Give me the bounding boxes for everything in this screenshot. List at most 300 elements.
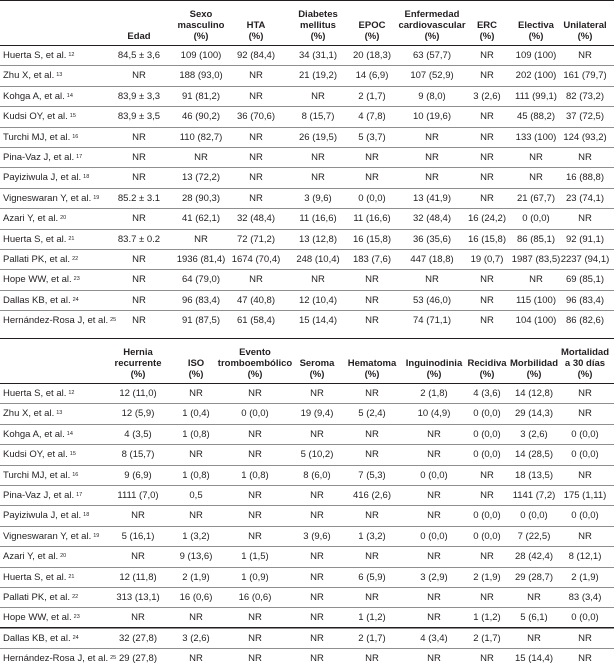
table-cell: 0 (0,0) xyxy=(473,428,501,440)
table-cell: NR xyxy=(311,90,325,102)
table-cell: 4 (3,5) xyxy=(124,428,152,440)
study-author xyxy=(3,213,66,225)
table-row xyxy=(0,209,614,229)
table-cell: 1 (1,5) xyxy=(241,551,269,563)
table-cell: 248 (10,4) xyxy=(296,253,340,265)
table-cell: NR xyxy=(427,489,441,501)
table-cell: 12 (11,8) xyxy=(119,571,157,583)
table-cell: NR xyxy=(480,489,494,501)
table-cell: NR xyxy=(365,315,379,327)
table-cell: 28 (90,3) xyxy=(181,192,221,204)
author-text: Huerta S, et al. xyxy=(3,571,67,583)
table-cell: 37 (72,5) xyxy=(565,111,605,123)
table-cell: 107 (52,9) xyxy=(410,70,454,82)
study-author xyxy=(3,274,80,286)
table-cell: NR xyxy=(311,151,325,163)
table-cell: 1 (0,8) xyxy=(241,469,269,481)
author-text: Payiziwula J, et al. xyxy=(3,510,82,522)
table-cell: NR xyxy=(527,632,541,644)
table-cell: 96 (83,4) xyxy=(181,294,221,306)
table-cell: NR xyxy=(365,274,379,286)
table-row xyxy=(0,384,614,404)
table-cell: NR xyxy=(310,388,324,399)
reference-number: 22 xyxy=(72,593,79,600)
table-cell: NR xyxy=(249,274,263,286)
table-cell: 14 (6,9) xyxy=(355,70,389,82)
reference-number: 16 xyxy=(72,133,79,140)
study-author xyxy=(3,193,99,205)
table-cell: NR xyxy=(132,213,146,225)
study-author xyxy=(3,111,76,123)
column-header-hernia: Hernia recurrente (%) xyxy=(114,347,162,380)
table-body xyxy=(0,384,614,668)
table-cell: 0,5 xyxy=(189,489,203,501)
table-cell: 83,9 ± 3,3 xyxy=(117,90,161,102)
table-cell: 4 (3,4) xyxy=(420,632,448,644)
column-header-erc: ERC (%) xyxy=(476,20,498,42)
table-cell: NR xyxy=(132,294,146,306)
table-cell: 29 (27,8) xyxy=(118,653,158,665)
reference-number: 16 xyxy=(72,471,79,478)
table-cell: 8 (6,0) xyxy=(303,469,331,481)
study-author xyxy=(3,612,80,624)
column-header-epoc: EPOC (%) xyxy=(358,20,386,42)
table-cell: 188 (93,0) xyxy=(179,70,223,82)
table-cell: 5 (6,1) xyxy=(520,612,548,624)
table-cell: 133 (100) xyxy=(515,131,557,143)
study-author xyxy=(3,408,62,420)
reference-number: 19 xyxy=(93,532,100,539)
table-cell: NR xyxy=(311,274,325,286)
table-cell: 13 (41,9) xyxy=(412,192,452,204)
table-cell: 15 (14,4) xyxy=(298,315,338,327)
table-cell: NR xyxy=(310,591,324,603)
table-row xyxy=(0,168,614,188)
table-cell: 0 (0,0) xyxy=(473,408,501,420)
table-cell: 1 (0,9) xyxy=(241,571,269,583)
table-cell: 109 (100) xyxy=(515,50,557,61)
table-cell: 4 (7,8) xyxy=(358,111,386,123)
table-cell: NR xyxy=(310,653,324,665)
table-cell: 1 (0,8) xyxy=(182,428,210,440)
reference-number: 18 xyxy=(83,174,90,181)
table-row xyxy=(0,291,614,311)
reference-number: 14 xyxy=(66,430,73,437)
table-cell: NR xyxy=(248,489,262,501)
table-cell: 85.2 ± 3.1 xyxy=(117,192,161,204)
table-cell: 28 (42,4) xyxy=(514,551,554,563)
table-cell: 16 (0,6) xyxy=(238,591,272,603)
table-cell: NR xyxy=(527,591,541,603)
table-cell: 9 (13,6) xyxy=(179,551,213,563)
table-cell: 32 (48,4) xyxy=(412,213,452,225)
column-header-inguinodinia: Inguinodinia (%) xyxy=(405,358,463,380)
table-cell: NR xyxy=(427,591,441,603)
author-text: Dallas KB, et al. xyxy=(3,294,71,306)
table-cell: 0 (0,0) xyxy=(473,530,501,542)
column-header-morbilidad: Morbilidad (%) xyxy=(509,358,559,380)
reference-number: 24 xyxy=(72,634,79,641)
table-cell: NR xyxy=(310,428,324,440)
table-cell: NR xyxy=(310,551,324,563)
table-cell: 83 (3,4) xyxy=(568,591,602,603)
study-author xyxy=(3,592,78,604)
table-cell: 63 (57,7) xyxy=(412,50,452,61)
table-cell: NR xyxy=(480,111,494,123)
table-cell: 5 (10,2) xyxy=(300,449,334,461)
table-cell: NR xyxy=(249,172,263,184)
table-cell: 5 (3,7) xyxy=(358,131,386,143)
table-cell: NR xyxy=(480,50,494,61)
table-cell: NR xyxy=(427,449,441,461)
table-cell: NR xyxy=(480,653,494,665)
table-cell: NR xyxy=(310,571,324,583)
table-cell: 1 (1,2) xyxy=(473,612,501,624)
author-text: Zhu X, et al. xyxy=(3,70,55,82)
table-cell: 86 (85,1) xyxy=(516,233,556,245)
reference-number: 20 xyxy=(60,215,67,222)
table-cell: NR xyxy=(427,612,441,624)
table-cell: NR xyxy=(310,510,324,522)
table-cell: NR xyxy=(248,612,262,624)
reference-number: 15 xyxy=(69,113,76,120)
table-cell: 313 (13,1) xyxy=(116,591,160,603)
table-cell: 111 (99,1) xyxy=(515,90,557,102)
author-text: Turchi MJ, et al. xyxy=(3,131,71,143)
author-text: Huerta S, et al. xyxy=(3,388,67,399)
table-cell: 16 (15,8) xyxy=(467,233,507,245)
table-cell: 7 (22,5) xyxy=(517,530,551,542)
table-cell: 0 (0,0) xyxy=(571,428,599,440)
table-cell: NR xyxy=(529,151,543,163)
author-text: Pina-Vaz J, et al. xyxy=(3,151,75,163)
reference-number: 19 xyxy=(93,194,100,201)
table-cell: 3 (2,6) xyxy=(182,632,210,644)
table-cell: NR xyxy=(189,510,203,522)
table-cell: 110 (82,7) xyxy=(179,131,223,143)
outcomes-table xyxy=(0,338,614,668)
table-row xyxy=(0,486,614,506)
table-cell: NR xyxy=(578,151,592,163)
table-cell: NR xyxy=(132,131,146,143)
reference-number: 12 xyxy=(68,390,75,396)
reference-number: 25 xyxy=(110,317,117,324)
column-header-electiva: Electiva (%) xyxy=(518,20,554,42)
table-cell: 1 (1,2) xyxy=(358,612,386,624)
table-cell: 45 (88,2) xyxy=(516,111,556,123)
table-cell: NR xyxy=(480,315,494,327)
table-cell: 32 (48,4) xyxy=(236,213,276,225)
table-row xyxy=(0,404,614,424)
table-cell: 15 (14,4) xyxy=(514,653,554,665)
table-cell: 91 (87,5) xyxy=(181,315,221,327)
table-cell: 0 (0,0) xyxy=(241,408,269,420)
author-text: Kohga A, et al. xyxy=(3,90,65,102)
author-text: Pallati PK, et al. xyxy=(3,253,71,265)
table-row xyxy=(0,649,614,668)
table-cell: 5 (2,4) xyxy=(358,408,386,420)
table-cell: 2 (1,9) xyxy=(473,571,501,583)
study-author xyxy=(3,295,79,307)
author-text: Azari Y, et al. xyxy=(3,213,59,225)
table-cell: NR xyxy=(529,274,543,286)
table-cell: 83.7 ± 0.2 xyxy=(117,233,161,245)
table-cell: 84,5 ± 3,6 xyxy=(117,50,161,61)
table-cell: NR xyxy=(131,551,145,563)
table-cell: 26 (19,5) xyxy=(298,131,338,143)
table-cell: NR xyxy=(132,315,146,327)
study-author xyxy=(3,388,75,400)
table-cell: NR xyxy=(310,612,324,624)
table-cell: 183 (7,6) xyxy=(352,253,392,265)
table-cell: 2 (1,8) xyxy=(420,388,448,399)
table-cell: 82 (73,2) xyxy=(565,90,605,102)
table-cell: 91 (81,2) xyxy=(181,90,221,102)
table-row xyxy=(0,629,614,649)
table-cell: 2 (1,7) xyxy=(358,632,386,644)
table-cell: NR xyxy=(480,172,494,184)
author-text: Vigneswaran Y, et al. xyxy=(3,530,92,542)
table-cell: NR xyxy=(311,172,325,184)
column-header-hta: HTA (%) xyxy=(246,20,266,42)
table-row xyxy=(0,46,614,66)
table-row xyxy=(0,148,614,168)
table-cell: NR xyxy=(248,632,262,644)
table-row xyxy=(0,608,614,628)
table-cell: 10 (19,6) xyxy=(412,111,452,123)
table-cell: 1111 (7,0) xyxy=(117,489,159,501)
table-cell: 0 (0,0) xyxy=(420,530,448,542)
column-header-seroma: Seroma (%) xyxy=(299,358,335,380)
table-cell: NR xyxy=(248,653,262,665)
table-cell: 0 (0,0) xyxy=(358,192,386,204)
table-cell: 2 (1,9) xyxy=(182,571,210,583)
table-cell: NR xyxy=(425,151,439,163)
column-header-edad: Edad xyxy=(127,31,151,42)
author-text: Payiziwula J, et al. xyxy=(3,172,82,184)
table-body xyxy=(0,46,614,330)
table-cell: 53 (46,0) xyxy=(412,294,452,306)
author-text: Hernández-Rosa J, et al. xyxy=(3,653,109,665)
table-cell: 8 (12,1) xyxy=(568,551,602,563)
table-row xyxy=(0,506,614,526)
table-cell: 14 (28,5) xyxy=(514,449,554,461)
reference-number: 17 xyxy=(76,491,83,498)
reference-number: 15 xyxy=(69,451,76,458)
table-cell: 109 (100) xyxy=(180,50,222,61)
table-cell: 36 (35,6) xyxy=(412,233,452,245)
table-cell: 16 (24,2) xyxy=(467,213,507,225)
table-cell: 3 (9,6) xyxy=(304,192,332,204)
table-row xyxy=(0,87,614,107)
table-cell: NR xyxy=(365,172,379,184)
table-cell: 4 (3,6) xyxy=(473,388,501,399)
table-row xyxy=(0,466,614,486)
table-cell: 12 (10,4) xyxy=(298,294,338,306)
table-cell: NR xyxy=(480,151,494,163)
table-cell: 202 (100) xyxy=(515,70,557,82)
study-author xyxy=(3,531,99,543)
table-cell: NR xyxy=(578,408,592,420)
table-cell: NR xyxy=(248,510,262,522)
table-cell: 1 (0,8) xyxy=(182,469,210,481)
table-cell: 96 (83,4) xyxy=(565,294,605,306)
table-row xyxy=(0,107,614,127)
table-cell: 21 (19,2) xyxy=(298,70,338,82)
table-cell: 6 (5,9) xyxy=(358,571,386,583)
table-row xyxy=(0,230,614,250)
table-cell: 36 (70,6) xyxy=(236,111,276,123)
table-cell: NR xyxy=(189,612,203,624)
column-header-mortalidad: Mortalidad a 30 días (%) xyxy=(560,347,610,380)
table-cell: 12 (11,0) xyxy=(119,388,157,399)
table-cell: 5 (16,1) xyxy=(121,530,155,542)
author-text: Pina-Vaz J, et al. xyxy=(3,489,75,501)
study-author xyxy=(3,470,78,482)
study-author xyxy=(3,510,89,522)
table-cell: 47 (40,8) xyxy=(236,294,276,306)
study-author xyxy=(3,91,73,103)
table-cell: NR xyxy=(365,388,379,399)
table-cell: 83,9 ± 3,5 xyxy=(117,111,161,123)
study-author xyxy=(3,50,75,62)
author-text: Vigneswaran Y, et al. xyxy=(3,192,92,204)
table-cell: NR xyxy=(480,274,494,286)
table-cell: NR xyxy=(427,510,441,522)
author-text: Dallas KB, et al. xyxy=(3,632,71,644)
reference-number: 20 xyxy=(60,553,67,560)
table-cell: 41 (62,1) xyxy=(181,213,221,225)
table-cell: 0 (0,0) xyxy=(420,469,448,481)
reference-number: 21 xyxy=(68,573,75,580)
table-cell: NR xyxy=(427,653,441,665)
table-cell: 92 (84,4) xyxy=(236,50,276,61)
table-cell: NR xyxy=(365,510,379,522)
study-author xyxy=(3,70,62,82)
table-cell: 124 (93,2) xyxy=(563,131,607,143)
table-header xyxy=(0,339,614,384)
table-cell: 61 (58,4) xyxy=(236,315,276,327)
table-cell: NR xyxy=(189,449,203,461)
table-cell: 1141 (7,2) xyxy=(512,489,556,501)
table-cell: NR xyxy=(578,530,592,542)
table-cell: 0 (0,0) xyxy=(473,510,501,522)
table-cell: 29 (14,3) xyxy=(514,408,554,420)
table-cell: 13 (72,2) xyxy=(181,172,221,184)
table-cell: NR xyxy=(132,172,146,184)
table-cell: NR xyxy=(578,213,592,225)
table-cell: 72 (71,2) xyxy=(236,233,276,245)
table-cell: NR xyxy=(249,131,263,143)
table-cell: NR xyxy=(578,653,592,665)
table-cell: NR xyxy=(194,233,208,245)
author-text: Pallati PK, et al. xyxy=(3,591,71,603)
table-cell: 12 (5,9) xyxy=(121,408,155,420)
table-cell: 1987 (83,5) xyxy=(511,253,561,265)
table-cell: 175 (1,11) xyxy=(563,489,607,501)
table-row xyxy=(0,250,614,270)
table-cell: NR xyxy=(365,551,379,563)
table-cell: 46 (90,2) xyxy=(181,111,221,123)
table-cell: 64 (79,0) xyxy=(181,274,221,286)
table-row xyxy=(0,445,614,465)
table-cell: 2 (1,7) xyxy=(473,632,501,644)
table-row xyxy=(0,568,614,588)
table-cell: NR xyxy=(425,172,439,184)
table-cell: 32 (27,8) xyxy=(118,632,158,644)
reference-number: 18 xyxy=(83,512,90,519)
author-text: Kudsi OY, et al. xyxy=(3,449,68,461)
reference-number: 12 xyxy=(68,52,75,58)
table-cell: 74 (71,1) xyxy=(412,315,452,327)
baseline-characteristics-table xyxy=(0,0,614,330)
table-cell: NR xyxy=(578,388,592,399)
author-text: Kudsi OY, et al. xyxy=(3,111,68,123)
table-cell: 3 (2,6) xyxy=(520,428,548,440)
table-cell: 34 (31,1) xyxy=(298,50,338,61)
table-cell: NR xyxy=(480,469,494,481)
column-header-diabetes: Diabetes mellitus (%) xyxy=(298,9,338,42)
table-row xyxy=(0,425,614,445)
table-cell: 19 (9,4) xyxy=(300,408,334,420)
author-text: Azari Y, et al. xyxy=(3,551,59,563)
table-cell: 16 (15,8) xyxy=(352,233,392,245)
table-cell: NR xyxy=(132,274,146,286)
table-row xyxy=(0,547,614,567)
table-cell: 0 (0,0) xyxy=(473,449,501,461)
study-author xyxy=(3,429,73,441)
table-cell: 11 (16,6) xyxy=(299,213,337,225)
table-cell: NR xyxy=(365,294,379,306)
table-cell: 416 (2,6) xyxy=(352,489,392,501)
table-cell: NR xyxy=(248,388,262,399)
table-cell: NR xyxy=(480,551,494,563)
column-header-unilateral: Unilateral (%) xyxy=(563,20,607,42)
table-cell: NR xyxy=(529,172,543,184)
table-cell: 161 (79,7) xyxy=(563,70,607,82)
table-cell: 3 (2,6) xyxy=(473,90,501,102)
table-cell: 1936 (81,4) xyxy=(176,253,226,265)
table-cell: NR xyxy=(132,253,146,265)
table-cell: NR xyxy=(427,428,441,440)
table-cell: NR xyxy=(365,428,379,440)
table-cell: 14 (12,8) xyxy=(514,388,554,399)
column-header-iso: ISO (%) xyxy=(187,358,205,380)
author-text: Huerta S, et al. xyxy=(3,233,67,245)
table-row xyxy=(0,270,614,290)
table-cell: NR xyxy=(425,131,439,143)
table-cell: 11 (16,6) xyxy=(353,213,391,225)
reference-number: 13 xyxy=(56,72,63,79)
table-cell: NR xyxy=(365,151,379,163)
table-cell: 447 (18,8) xyxy=(410,253,454,265)
author-text: Kohga A, et al. xyxy=(3,428,65,440)
table-cell: 20 (18,3) xyxy=(352,50,392,61)
table-cell: 9 (8,0) xyxy=(418,90,446,102)
table-cell: NR xyxy=(480,70,494,82)
study-author xyxy=(3,572,75,584)
table-cell: NR xyxy=(249,151,263,163)
table-cell: NR xyxy=(248,449,262,461)
table-cell: NR xyxy=(578,469,592,481)
column-header-hematoma: Hematoma (%) xyxy=(347,358,397,380)
table-cell: NR xyxy=(310,489,324,501)
table-cell: 1 (0,4) xyxy=(182,408,210,420)
table-cell: NR xyxy=(248,428,262,440)
table-cell: 8 (15,7) xyxy=(121,449,155,461)
study-author xyxy=(3,490,82,502)
table-cell: 2 (1,7) xyxy=(358,90,386,102)
